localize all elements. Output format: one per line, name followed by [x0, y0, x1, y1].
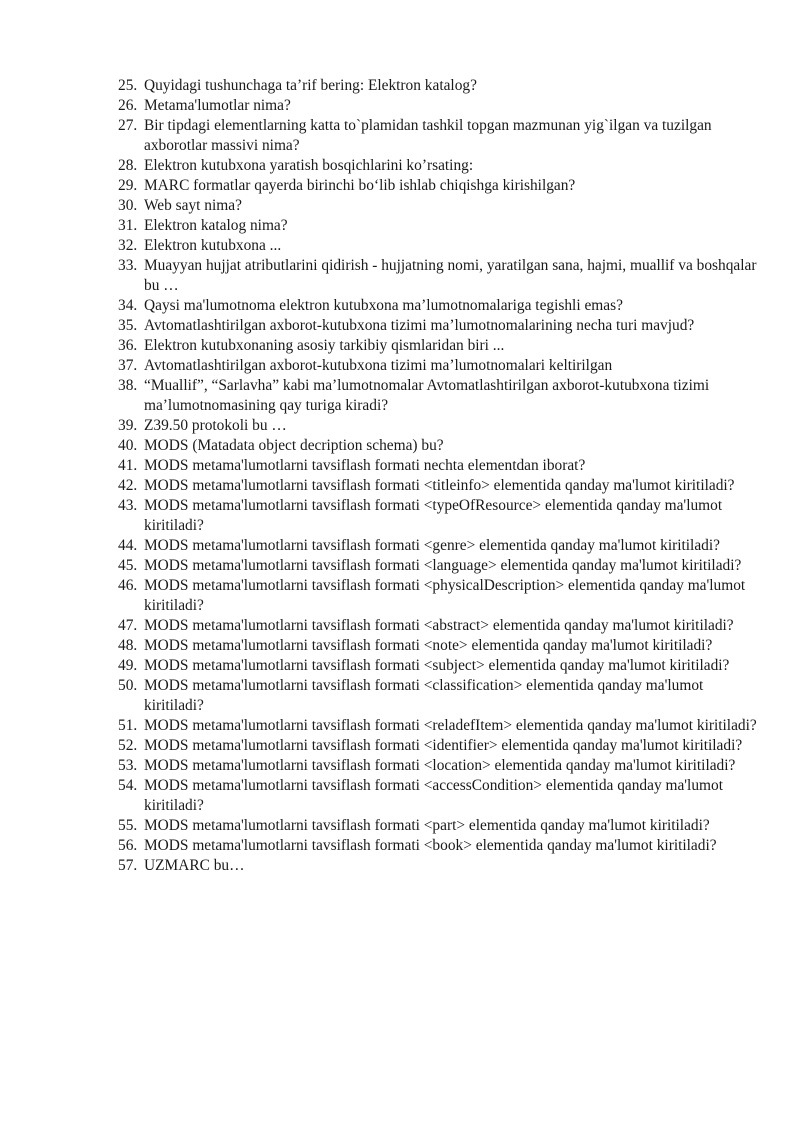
question-item — [0, 576, 800, 616]
question-text: MODS metama'lumotlarni tavsiflash formati <genre> elementida qanday ma'lumot kiritiladi? — [144, 537, 720, 554]
question-item — [0, 296, 800, 316]
question-number: 34. — [118, 297, 138, 314]
question-number: 35. — [118, 317, 138, 334]
question-item — [0, 96, 800, 116]
question-item — [0, 216, 800, 236]
question-number: 29. — [118, 177, 138, 194]
question-number: 43. — [118, 497, 138, 514]
question-text: MODS metama'lumotlarni tavsiflash formati nechta elementdan iborat? — [144, 457, 586, 474]
question-item — [0, 536, 800, 556]
question-number: 36. — [118, 337, 138, 354]
question-text: Elektron kutubxona ... — [144, 237, 282, 254]
question-item — [0, 76, 800, 96]
question-item — [0, 556, 800, 576]
question-item — [0, 356, 800, 376]
question-text: MODS metama'lumotlarni tavsiflash formati <physicalDescription> elementida qanday ma'lumot kiritiladi? — [144, 577, 746, 614]
question-number: 44. — [118, 537, 138, 554]
question-number: 30. — [118, 197, 138, 214]
question-number: 48. — [118, 637, 138, 654]
question-item — [0, 256, 800, 296]
question-text: MODS metama'lumotlarni tavsiflash formati <identifier> elementida qanday ma'lumot kiritiladi? — [144, 737, 743, 754]
question-item — [0, 436, 800, 456]
question-number: 57. — [118, 857, 138, 874]
question-text: MODS metama'lumotlarni tavsiflash formati <location> elementida qanday ma'lumot kiritiladi? — [144, 757, 736, 774]
question-text: MODS metama'lumotlarni tavsiflash formati <titleinfo> elementida qanday ma'lumot kiritiladi? — [144, 477, 735, 494]
question-text: Bir tipdagi elementlarning katta to`plamidan tashkil topgan mazmunan yig`ilgan va tuzilgan axborotlar massivi nima? — [144, 117, 712, 154]
question-text: Avtomatlashtirilgan axborot-kutubxona tizimi ma’lumotnomalarining necha turi mavjud? — [144, 317, 695, 334]
question-item — [0, 176, 800, 196]
question-text: MODS metama'lumotlarni tavsiflash formati <subject> elementida qanday ma'lumot kiritiladi? — [144, 657, 730, 674]
question-number: 42. — [118, 477, 138, 494]
question-text: MARC formatlar qayerda birinchi bo‘lib ishlab chiqishga kirishilgan? — [144, 177, 576, 194]
question-item — [0, 116, 800, 156]
question-item — [0, 636, 800, 656]
question-text: MODS metama'lumotlarni tavsiflash formati <language> elementida qanday ma'lumot kiritiladi? — [144, 557, 742, 574]
question-text: Quyidagi tushunchaga ta’rif bering: Elektron katalog? — [144, 77, 477, 94]
question-text: Muayyan hujjat atributlarini qidirish - hujjatning nomi, yaratilgan sana, hajmi, muallif va boshqalar bu … — [144, 257, 757, 294]
question-text: MODS metama'lumotlarni tavsiflash formati <abstract> elementida qanday ma'lumot kiritiladi? — [144, 617, 734, 634]
question-number: 32. — [118, 237, 138, 254]
question-text: MODS metama'lumotlarni tavsiflash formati <reladefItem> elementida qanday ma'lumot kiritiladi? — [144, 717, 757, 734]
question-number: 52. — [118, 737, 138, 754]
question-item — [0, 836, 800, 856]
question-item — [0, 416, 800, 436]
question-item — [0, 456, 800, 476]
question-number: 56. — [118, 837, 138, 854]
question-number: 31. — [118, 217, 138, 234]
question-text: Metama'lumotlar nima? — [144, 97, 291, 114]
question-number: 49. — [118, 657, 138, 674]
question-text: MODS (Matadata object decription schema) bu? — [144, 437, 444, 454]
question-number: 41. — [118, 457, 138, 474]
question-number: 46. — [118, 577, 138, 594]
question-number: 45. — [118, 557, 138, 574]
question-number: 40. — [118, 437, 138, 454]
question-text: MODS metama'lumotlarni tavsiflash formati <note> elementida qanday ma'lumot kiritiladi? — [144, 637, 713, 654]
question-item — [0, 816, 800, 836]
question-number: 54. — [118, 777, 138, 794]
question-item — [0, 496, 800, 536]
question-number: 28. — [118, 157, 138, 174]
question-item — [0, 616, 800, 636]
question-item — [0, 316, 800, 336]
question-item — [0, 376, 800, 416]
question-text: Z39.50 protokoli bu … — [144, 417, 287, 434]
question-item — [0, 196, 800, 216]
question-text: Elektron kutubxona yaratish bosqichlarini ko’rsating: — [144, 157, 474, 174]
question-item — [0, 236, 800, 256]
question-text: MODS metama'lumotlarni tavsiflash formati <book> elementida qanday ma'lumot kiritiladi? — [144, 837, 717, 854]
question-text: Avtomatlashtirilgan axborot-kutubxona tizimi ma’lumotnomalari keltirilgan — [144, 357, 613, 374]
question-item — [0, 336, 800, 356]
question-item — [0, 476, 800, 496]
question-list — [0, 76, 800, 876]
question-number: 50. — [118, 677, 138, 694]
question-item — [0, 656, 800, 676]
question-text: Elektron katalog nima? — [144, 217, 288, 234]
question-item — [0, 736, 800, 756]
question-text: MODS metama'lumotlarni tavsiflash formati <part> elementida qanday ma'lumot kiritiladi? — [144, 817, 710, 834]
question-item — [0, 856, 800, 876]
question-number: 37. — [118, 357, 138, 374]
question-text: Elektron kutubxonaning asosiy tarkibiy qismlaridan biri ... — [144, 337, 505, 354]
question-number: 55. — [118, 817, 138, 834]
question-number: 26. — [118, 97, 138, 114]
question-number: 47. — [118, 617, 138, 634]
question-item — [0, 156, 800, 176]
question-item — [0, 776, 800, 816]
question-text: Web sayt nima? — [144, 197, 242, 214]
question-number: 38. — [118, 377, 138, 394]
question-number: 51. — [118, 717, 138, 734]
question-text: MODS metama'lumotlarni tavsiflash formati <typeOfResource> elementida qanday ma'lumot kiritiladi? — [144, 497, 723, 534]
question-text: “Muallif”, “Sarlavha” kabi ma’lumotnomalar Avtomatlashtirilgan axborot-kutubxona tizimi ma’lumotnomasining qay turiga kiradi? — [144, 377, 710, 414]
question-text: MODS metama'lumotlarni tavsiflash formati <classification> elementida qanday ma'lumot kiritiladi? — [144, 677, 704, 714]
question-number: 27. — [118, 117, 138, 134]
question-text: MODS metama'lumotlarni tavsiflash formati <accessCondition> elementida qanday ma'lumot kiritiladi? — [144, 777, 723, 814]
question-number: 33. — [118, 257, 138, 274]
question-item — [0, 716, 800, 736]
question-number: 25. — [118, 77, 138, 94]
question-item — [0, 756, 800, 776]
question-number: 53. — [118, 757, 138, 774]
question-number: 39. — [118, 417, 138, 434]
question-text: Qaysi ma'lumotnoma elektron kutubxona ma’lumotnomalariga tegishli emas? — [144, 297, 623, 314]
question-text: UZMARC bu… — [144, 857, 245, 874]
question-item — [0, 676, 800, 716]
